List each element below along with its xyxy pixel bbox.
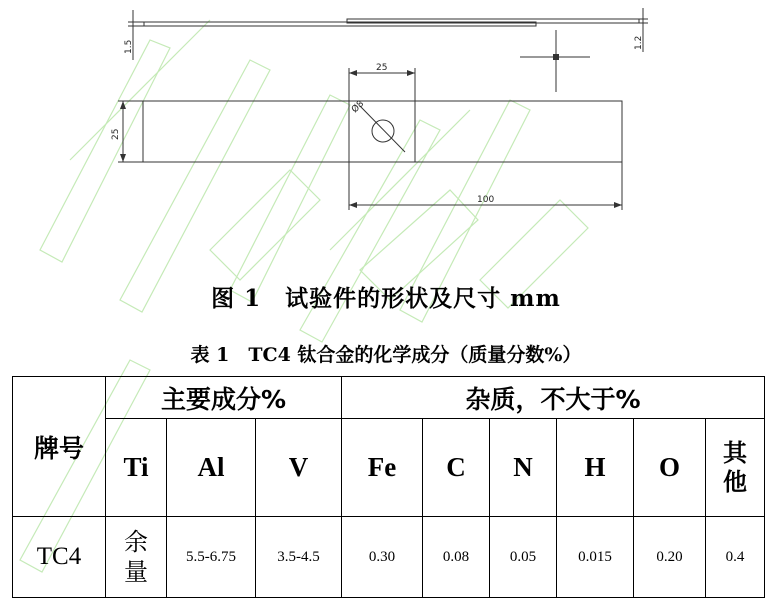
main-components-header: 主要成分% [106,377,342,419]
element-header: Al [167,419,256,517]
dim-length: 100 [477,195,495,205]
value-cell: 余量 [106,517,167,598]
dim-thickness-right: 1.2 [634,35,644,50]
grade-header: 牌号 [13,377,106,517]
hole [372,120,394,142]
element-header: Ti [106,419,167,517]
value-cell: 5.5-6.75 [167,517,256,598]
value-cell: 0.05 [490,517,557,598]
value-cell: 3.5-4.5 [256,517,342,598]
element-header: H [557,419,634,517]
specimen-drawing [0,0,772,280]
element-header: 其他 [706,419,765,517]
table-caption: 表 1 TC4 钛合金的化学成分（质量分数%） [190,344,582,366]
dim-hole: Ø8 [350,98,367,116]
impurities-header: 杂质，不大于% [342,377,765,419]
dim-height: 25 [111,128,121,140]
value-cell: 0.30 [342,517,423,598]
dim-overlap: 25 [376,63,388,73]
element-header: Fe [342,419,423,517]
value-cell: 0.4 [706,517,765,598]
value-cell: 0.08 [423,517,490,598]
element-header: N [490,419,557,517]
grade-cell: TC4 [13,517,106,598]
element-header: C [423,419,490,517]
dim-thickness-left: 1.5 [124,39,134,54]
element-header: V [256,419,342,517]
value-cell: 0.015 [557,517,634,598]
composition-table [12,376,765,598]
element-header: O [634,419,706,517]
plan-view-outline [143,101,622,162]
value-cell: 0.20 [634,517,706,598]
figure-caption: 图 1 试验件的形状及尺寸 mm [211,285,561,312]
